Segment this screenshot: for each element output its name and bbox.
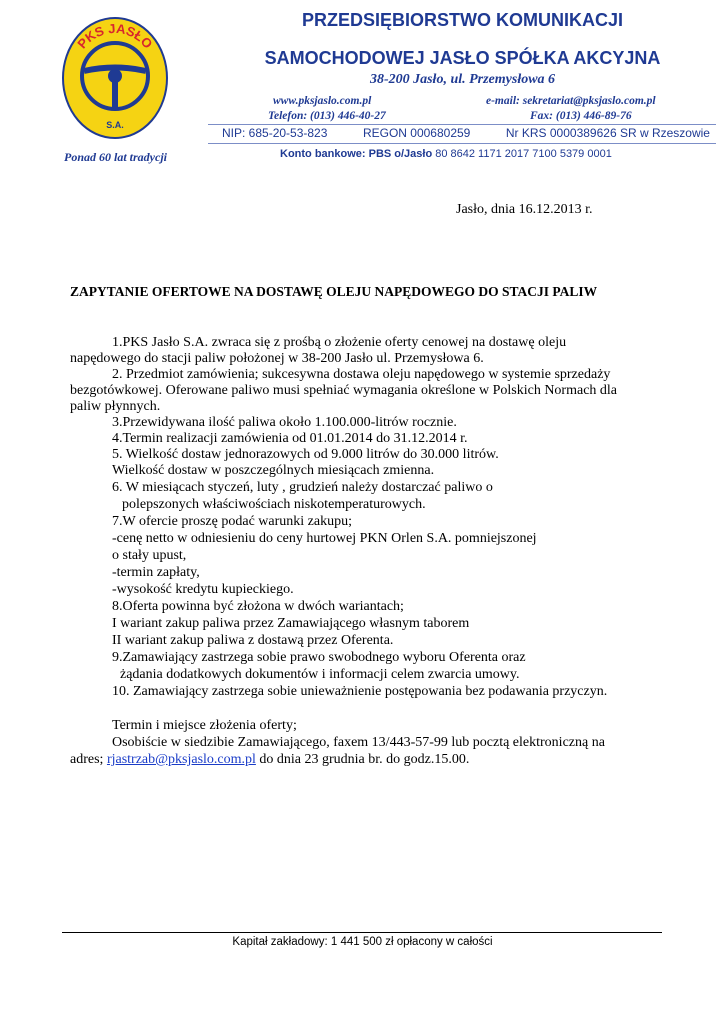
- company-name-line2: SAMOCHODOWEJ JASŁO SPÓŁKA AKCYJNA: [264, 48, 661, 68]
- terms-suffix: do dnia 23 grudnia br. do godz.15.00.: [255, 752, 470, 767]
- body-line: II wariant zakup paliwa z dostawą przez Oferenta.: [112, 633, 394, 648]
- body-line: I wariant zakup paliwa przez Zamawiającego własnym taborem: [112, 616, 470, 631]
- terms-heading: Termin i miejsce złożenia oferty;: [112, 718, 297, 733]
- body-line: paliw płynnych.: [70, 399, 161, 414]
- bank-account: [280, 148, 612, 160]
- body-line: żądania dodatkowych dokumentów i informacji celem zwarcia umowy.: [120, 667, 520, 682]
- terms-line-address: [70, 752, 469, 768]
- company-address: 38-200 Jasło, ul. Przemysłowa 6: [369, 72, 556, 87]
- body-line: 7.W ofercie proszę podać warunki zakupu;: [112, 514, 352, 529]
- phone: Telefon: (013) 446-40-27: [268, 110, 386, 122]
- body-line: 2. Przedmiot zamówienia; sukcesywna dostawa oleju napędowego w systemie sprzedaży: [112, 367, 611, 382]
- logo-sub: S.A.: [106, 120, 124, 130]
- contact-email-link[interactable]: rjastrzab@pksjaslo.com.pl: [106, 752, 256, 767]
- body-line: polepszonych właściwościach niskotemperaturowych.: [122, 497, 426, 512]
- body-line: 9.Zamawiający zastrzega sobie prawo swobodnego wyboru Oferenta oraz: [112, 650, 526, 665]
- footer-rule: [62, 932, 662, 933]
- body-line: 6. W miesiącach styczeń, luty , grudzień należy dostarczać paliwo o: [112, 480, 493, 495]
- body-line: 3.Przewidywana ilość paliwa około 1.100.000-litrów rocznie.: [112, 415, 457, 430]
- company-logo: [60, 16, 170, 140]
- body-line: 4.Termin realizacji zamówienia od 01.01.2014 do 31.12.2014 r.: [112, 431, 468, 446]
- body-line: -termin zapłaty,: [112, 565, 200, 580]
- terms-line: Osobiście w siedzibie Zamawiającego, faxem 13/443-57-99 lub pocztą elektroniczną na: [112, 735, 605, 750]
- bank-label: Konto bankowe: PBS o/Jasło: [280, 148, 433, 160]
- tagline: Ponad 60 lat tradycji: [64, 150, 167, 164]
- regon: REGON 000680259: [362, 126, 471, 140]
- nip: NIP: 685-20-53-823: [222, 126, 328, 140]
- bank-number: 80 8642 1171 2017 7100 5379 0001: [432, 148, 612, 160]
- company-name-line1: PRZEDSIĘBIORSTWO KOMUNIKACJI: [301, 10, 623, 30]
- header-rule-top: [208, 124, 716, 125]
- fax: Fax: (013) 446-89-76: [530, 110, 632, 122]
- body-line: napędowego do stacji paliw położonej w 38-200 Jasło ul. Przemysłowa 6.: [70, 351, 484, 366]
- website: www.pksjaslo.com.pl: [273, 95, 372, 107]
- body-line: o stały upust,: [112, 548, 187, 563]
- footer-capital: Kapitał zakładowy: 1 441 500 zł opłacony w całości: [232, 936, 493, 948]
- letter-title: ZAPYTANIE OFERTOWE NA DOSTAWĘ OLEJU NAPĘDOWEGO DO STACJI PALIW: [70, 284, 598, 299]
- body-line: Wielkość dostaw w poszczególnych miesiącach zmienna.: [112, 463, 435, 478]
- body-line: 8.Oferta powinna być złożona w dwóch wariantach;: [112, 599, 404, 614]
- krs: Nr KRS 0000389626 SR w Rzeszowie: [505, 126, 710, 140]
- body-line: 5. Wielkość dostaw jednorazowych od 9.000 litrów do 30.000 litrów.: [112, 447, 499, 462]
- terms-prefix: adres;: [70, 752, 107, 767]
- header-rule-bottom: [208, 143, 716, 144]
- body-line: bezgotówkowej. Oferowane paliwo musi spełniać wymagania określone w Polskich Normach dla: [70, 383, 618, 398]
- body-line: 10. Zamawiający zastrzega sobie unieważnienie postępowania bez podawania przyczyn.: [112, 684, 608, 699]
- body-line: -wysokość kredytu kupieckiego.: [112, 582, 294, 597]
- body-line: -cenę netto w odniesieniu do ceny hurtowej PKN Orlen S.A. pomniejszonej: [112, 531, 537, 546]
- letter-date: Jasło, dnia 16.12.2013 r.: [456, 202, 593, 217]
- body-line: 1.PKS Jasło S.A. zwraca się z prośbą o złożenie oferty cenowej na dostawę oleju: [112, 335, 567, 350]
- registration-line: [208, 126, 716, 140]
- email: e-mail: sekretariat@pksjaslo.com.pl: [486, 95, 656, 107]
- logo-text: PKS JASŁO: [74, 20, 156, 52]
